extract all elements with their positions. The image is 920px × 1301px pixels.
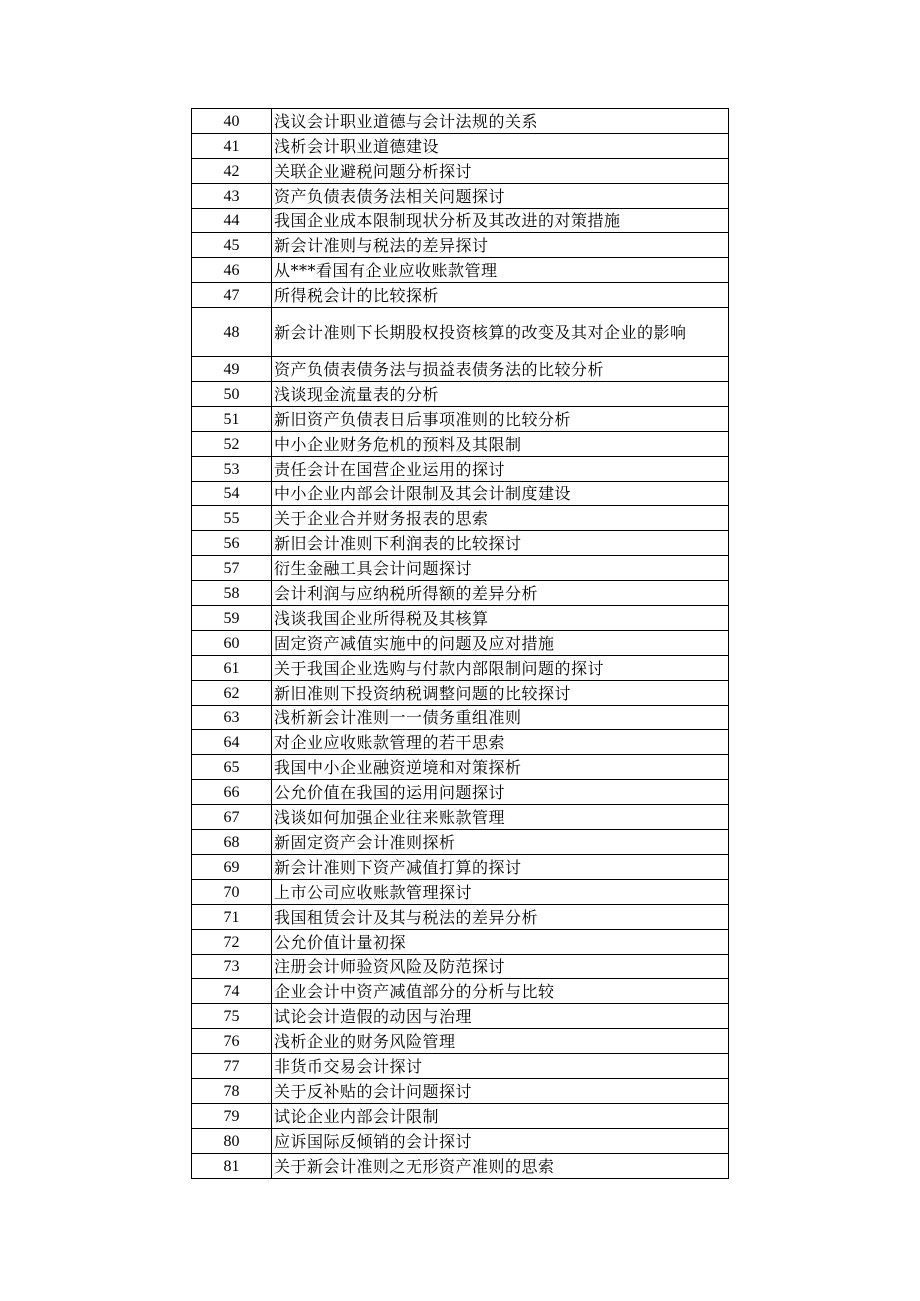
row-number: 64	[192, 730, 272, 755]
table-row	[192, 456, 729, 481]
row-title: 试论企业内部会计限制	[272, 1103, 729, 1128]
row-title: 关于反补贴的会计问题探讨	[272, 1078, 729, 1103]
row-number: 44	[192, 208, 272, 233]
table-row	[192, 382, 729, 407]
table-row	[192, 581, 729, 606]
row-number: 53	[192, 456, 272, 481]
row-title: 新固定资产会计准则探析	[272, 830, 729, 855]
row-number: 58	[192, 581, 272, 606]
row-number: 52	[192, 431, 272, 456]
row-title: 会计利润与应纳税所得额的差异分析	[272, 581, 729, 606]
row-title: 关联企业避税问题分析探讨	[272, 158, 729, 183]
row-number: 71	[192, 904, 272, 929]
row-title: 资产负债表债务法与损益表债务法的比较分析	[272, 357, 729, 382]
table-row	[192, 755, 729, 780]
row-title: 衍生金融工具会计问题探讨	[272, 556, 729, 581]
row-title: 上市公司应收账款管理探讨	[272, 879, 729, 904]
row-title: 对企业应收账款管理的若干思索	[272, 730, 729, 755]
table-row	[192, 780, 729, 805]
table-row	[192, 655, 729, 680]
row-number: 62	[192, 680, 272, 705]
row-title: 我国中小企业融资逆境和对策探析	[272, 755, 729, 780]
row-title: 从***看国有企业应收账款管理	[272, 258, 729, 283]
table-row	[192, 1029, 729, 1054]
table-row	[192, 556, 729, 581]
row-title: 固定资产减值实施中的问题及应对措施	[272, 630, 729, 655]
row-title: 企业会计中资产减值部分的分析与比较	[272, 979, 729, 1004]
row-number: 72	[192, 929, 272, 954]
row-number: 74	[192, 979, 272, 1004]
table-row	[192, 258, 729, 283]
row-title: 试论会计造假的动因与治理	[272, 1004, 729, 1029]
row-title: 浅谈现金流量表的分析	[272, 382, 729, 407]
table-row	[192, 904, 729, 929]
row-number: 80	[192, 1128, 272, 1153]
row-title: 浅析企业的财务风险管理	[272, 1029, 729, 1054]
row-title: 新旧资产负债表日后事项准则的比较分析	[272, 406, 729, 431]
topic-table-body	[192, 109, 729, 1179]
row-number: 51	[192, 406, 272, 431]
row-number: 63	[192, 705, 272, 730]
table-row	[192, 680, 729, 705]
row-number: 54	[192, 481, 272, 506]
row-number: 55	[192, 506, 272, 531]
table-row	[192, 1128, 729, 1153]
row-title: 我国企业成本限制现状分析及其改进的对策措施	[272, 208, 729, 233]
table-row	[192, 357, 729, 382]
row-title: 新会计准则下长期股权投资核算的改变及其对企业的影响	[272, 308, 729, 357]
row-number: 76	[192, 1029, 272, 1054]
row-number: 56	[192, 531, 272, 556]
row-number: 40	[192, 109, 272, 134]
table-row	[192, 158, 729, 183]
row-number: 68	[192, 830, 272, 855]
table-row	[192, 929, 729, 954]
table-row	[192, 283, 729, 308]
row-number: 67	[192, 805, 272, 830]
topic-table	[191, 108, 729, 1179]
row-title: 中小企业内部会计限制及其会计制度建设	[272, 481, 729, 506]
row-title: 新旧准则下投资纳税调整问题的比较探讨	[272, 680, 729, 705]
row-title: 公允价值在我国的运用问题探讨	[272, 780, 729, 805]
table-row	[192, 1153, 729, 1178]
table-row	[192, 183, 729, 208]
row-title: 所得税会计的比较探析	[272, 283, 729, 308]
table-row	[192, 109, 729, 134]
row-number: 81	[192, 1153, 272, 1178]
row-number: 66	[192, 780, 272, 805]
table-row	[192, 233, 729, 258]
row-number: 65	[192, 755, 272, 780]
row-number: 79	[192, 1103, 272, 1128]
table-row	[192, 481, 729, 506]
table-row	[192, 406, 729, 431]
row-number: 60	[192, 630, 272, 655]
row-number: 43	[192, 183, 272, 208]
row-title: 浅谈我国企业所得税及其核算	[272, 606, 729, 631]
row-title: 公允价值计量初探	[272, 929, 729, 954]
row-number: 73	[192, 954, 272, 979]
row-number: 57	[192, 556, 272, 581]
row-title: 非货币交易会计探讨	[272, 1054, 729, 1079]
row-title: 注册会计师验资风险及防范探讨	[272, 954, 729, 979]
row-number: 75	[192, 1004, 272, 1029]
table-row	[192, 730, 729, 755]
row-title: 新会计准则下资产减值打算的探讨	[272, 854, 729, 879]
table-row	[192, 133, 729, 158]
row-title: 关于企业合并财务报表的思索	[272, 506, 729, 531]
row-title: 浅议会计职业道德与会计法规的关系	[272, 109, 729, 134]
table-row	[192, 1054, 729, 1079]
table-row	[192, 805, 729, 830]
row-title: 我国租赁会计及其与税法的差异分析	[272, 904, 729, 929]
row-number: 46	[192, 258, 272, 283]
table-row	[192, 705, 729, 730]
table-row	[192, 308, 729, 357]
row-title: 浅谈如何加强企业往来账款管理	[272, 805, 729, 830]
table-row	[192, 531, 729, 556]
row-title: 应诉国际反倾销的会计探讨	[272, 1128, 729, 1153]
row-title: 关于我国企业选购与付款内部限制问题的探讨	[272, 655, 729, 680]
row-number: 59	[192, 606, 272, 631]
row-title: 浅析新会计准则一一债务重组准则	[272, 705, 729, 730]
row-title: 浅析会计职业道德建设	[272, 133, 729, 158]
table-row	[192, 630, 729, 655]
row-number: 61	[192, 655, 272, 680]
table-row	[192, 1103, 729, 1128]
row-title: 责任会计在国营企业运用的探讨	[272, 456, 729, 481]
table-row	[192, 879, 729, 904]
row-number: 48	[192, 308, 272, 357]
table-row	[192, 431, 729, 456]
row-number: 50	[192, 382, 272, 407]
row-number: 45	[192, 233, 272, 258]
row-number: 77	[192, 1054, 272, 1079]
row-title: 中小企业财务危机的预料及其限制	[272, 431, 729, 456]
table-row	[192, 208, 729, 233]
row-number: 70	[192, 879, 272, 904]
table-row	[192, 954, 729, 979]
table-row	[192, 1078, 729, 1103]
row-number: 47	[192, 283, 272, 308]
table-row	[192, 506, 729, 531]
row-title: 新旧会计准则下利润表的比较探讨	[272, 531, 729, 556]
row-number: 41	[192, 133, 272, 158]
table-row	[192, 979, 729, 1004]
row-number: 42	[192, 158, 272, 183]
table-row	[192, 830, 729, 855]
table-row	[192, 854, 729, 879]
row-number: 78	[192, 1078, 272, 1103]
row-number: 49	[192, 357, 272, 382]
row-number: 69	[192, 854, 272, 879]
row-title: 关于新会计准则之无形资产准则的思索	[272, 1153, 729, 1178]
table-row	[192, 1004, 729, 1029]
row-title: 新会计准则与税法的差异探讨	[272, 233, 729, 258]
table-row	[192, 606, 729, 631]
row-title: 资产负债表债务法相关问题探讨	[272, 183, 729, 208]
